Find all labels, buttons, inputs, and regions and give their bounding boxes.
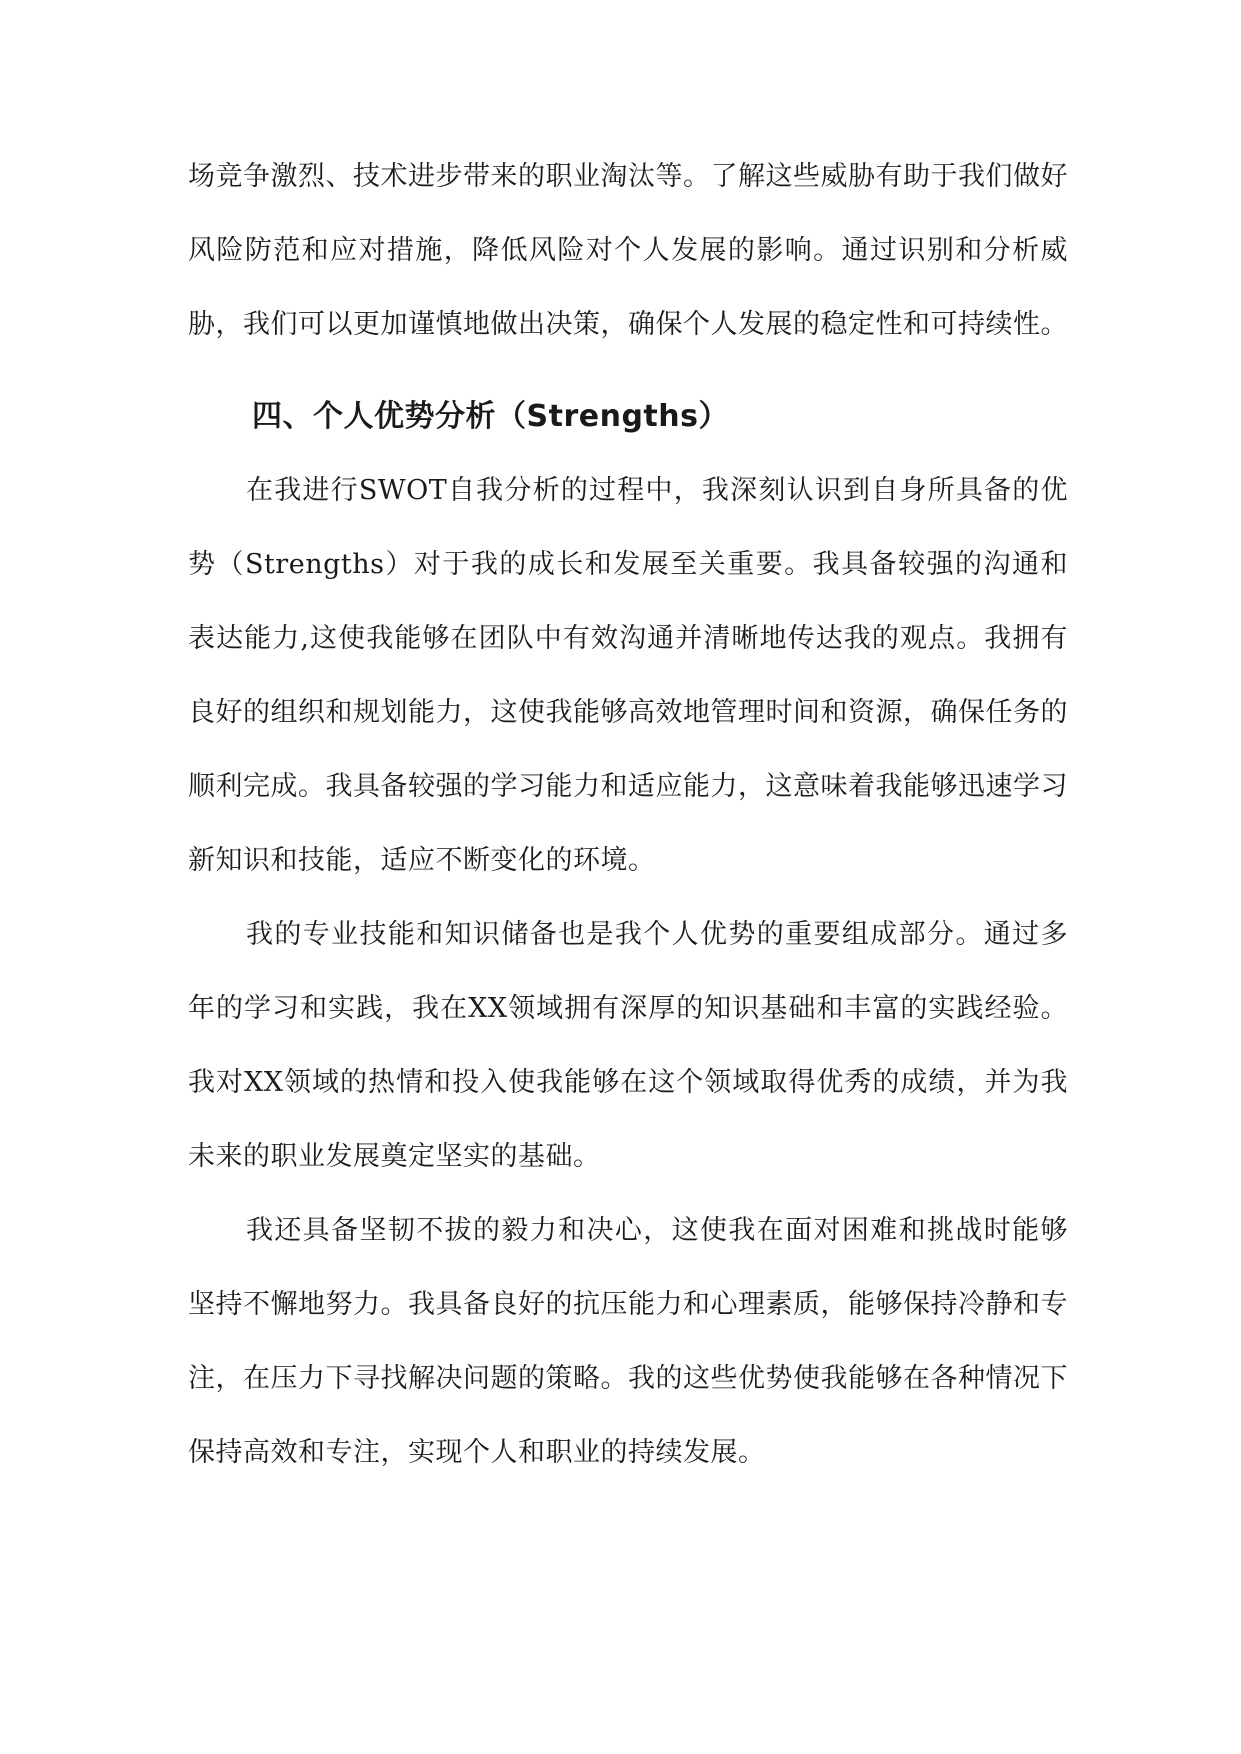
paragraph-strengths-2: 我的专业技能和知识储备也是我个人优势的重要组成部分。通过多年的学习和实践，我在XX领域拥有深厚的知识基础和丰富的实践经验。我对XX领域的热情和投入使我能够在这个领域取得优秀的成绩，并为我未来的职业发展奠定坚实的基础。 bbox=[188, 919, 1068, 1172]
paragraph-strengths-3: 我还具备坚韧不拔的毅力和决心，这使我在面对困难和挑战时能够坚持不懈地努力。我具备良好的抗压能力和心理素质，能够保持冷静和专注，在压力下寻找解决问题的策略。我的这些优势使我能够在各种情况下保持高效和专注，实现个人和职业的持续发展。 bbox=[188, 1215, 1068, 1468]
section-heading-strengths: 四、个人优势分析（Strengths） bbox=[252, 399, 729, 434]
paragraph-strengths-1: 在我进行SWOT自我分析的过程中，我深刻认识到自身所具备的优势（Strengths）对于我的成长和发展至关重要。我具备较强的沟通和表达能力,这使我能够在团队中有效沟通并清晰地传达我的观点。我拥有良好的组织和规划能力，这使我能够高效地管理时间和资源，确保任务的顺利完成。我具备较强的学习能力和适应能力，这意味着我能够迅速学习新知识和技能，适应不断变化的环境。 bbox=[188, 475, 1068, 876]
paragraph-threats-continuation: 场竞争激烈、技术进步带来的职业淘汰等。了解这些威胁有助于我们做好风险防范和应对措施，降低风险对个人发展的影响。通过识别和分析威胁，我们可以更加谨慎地做出决策，确保个人发展的稳定性和可持续性。 bbox=[188, 161, 1068, 340]
document-body bbox=[188, 140, 1068, 1490]
